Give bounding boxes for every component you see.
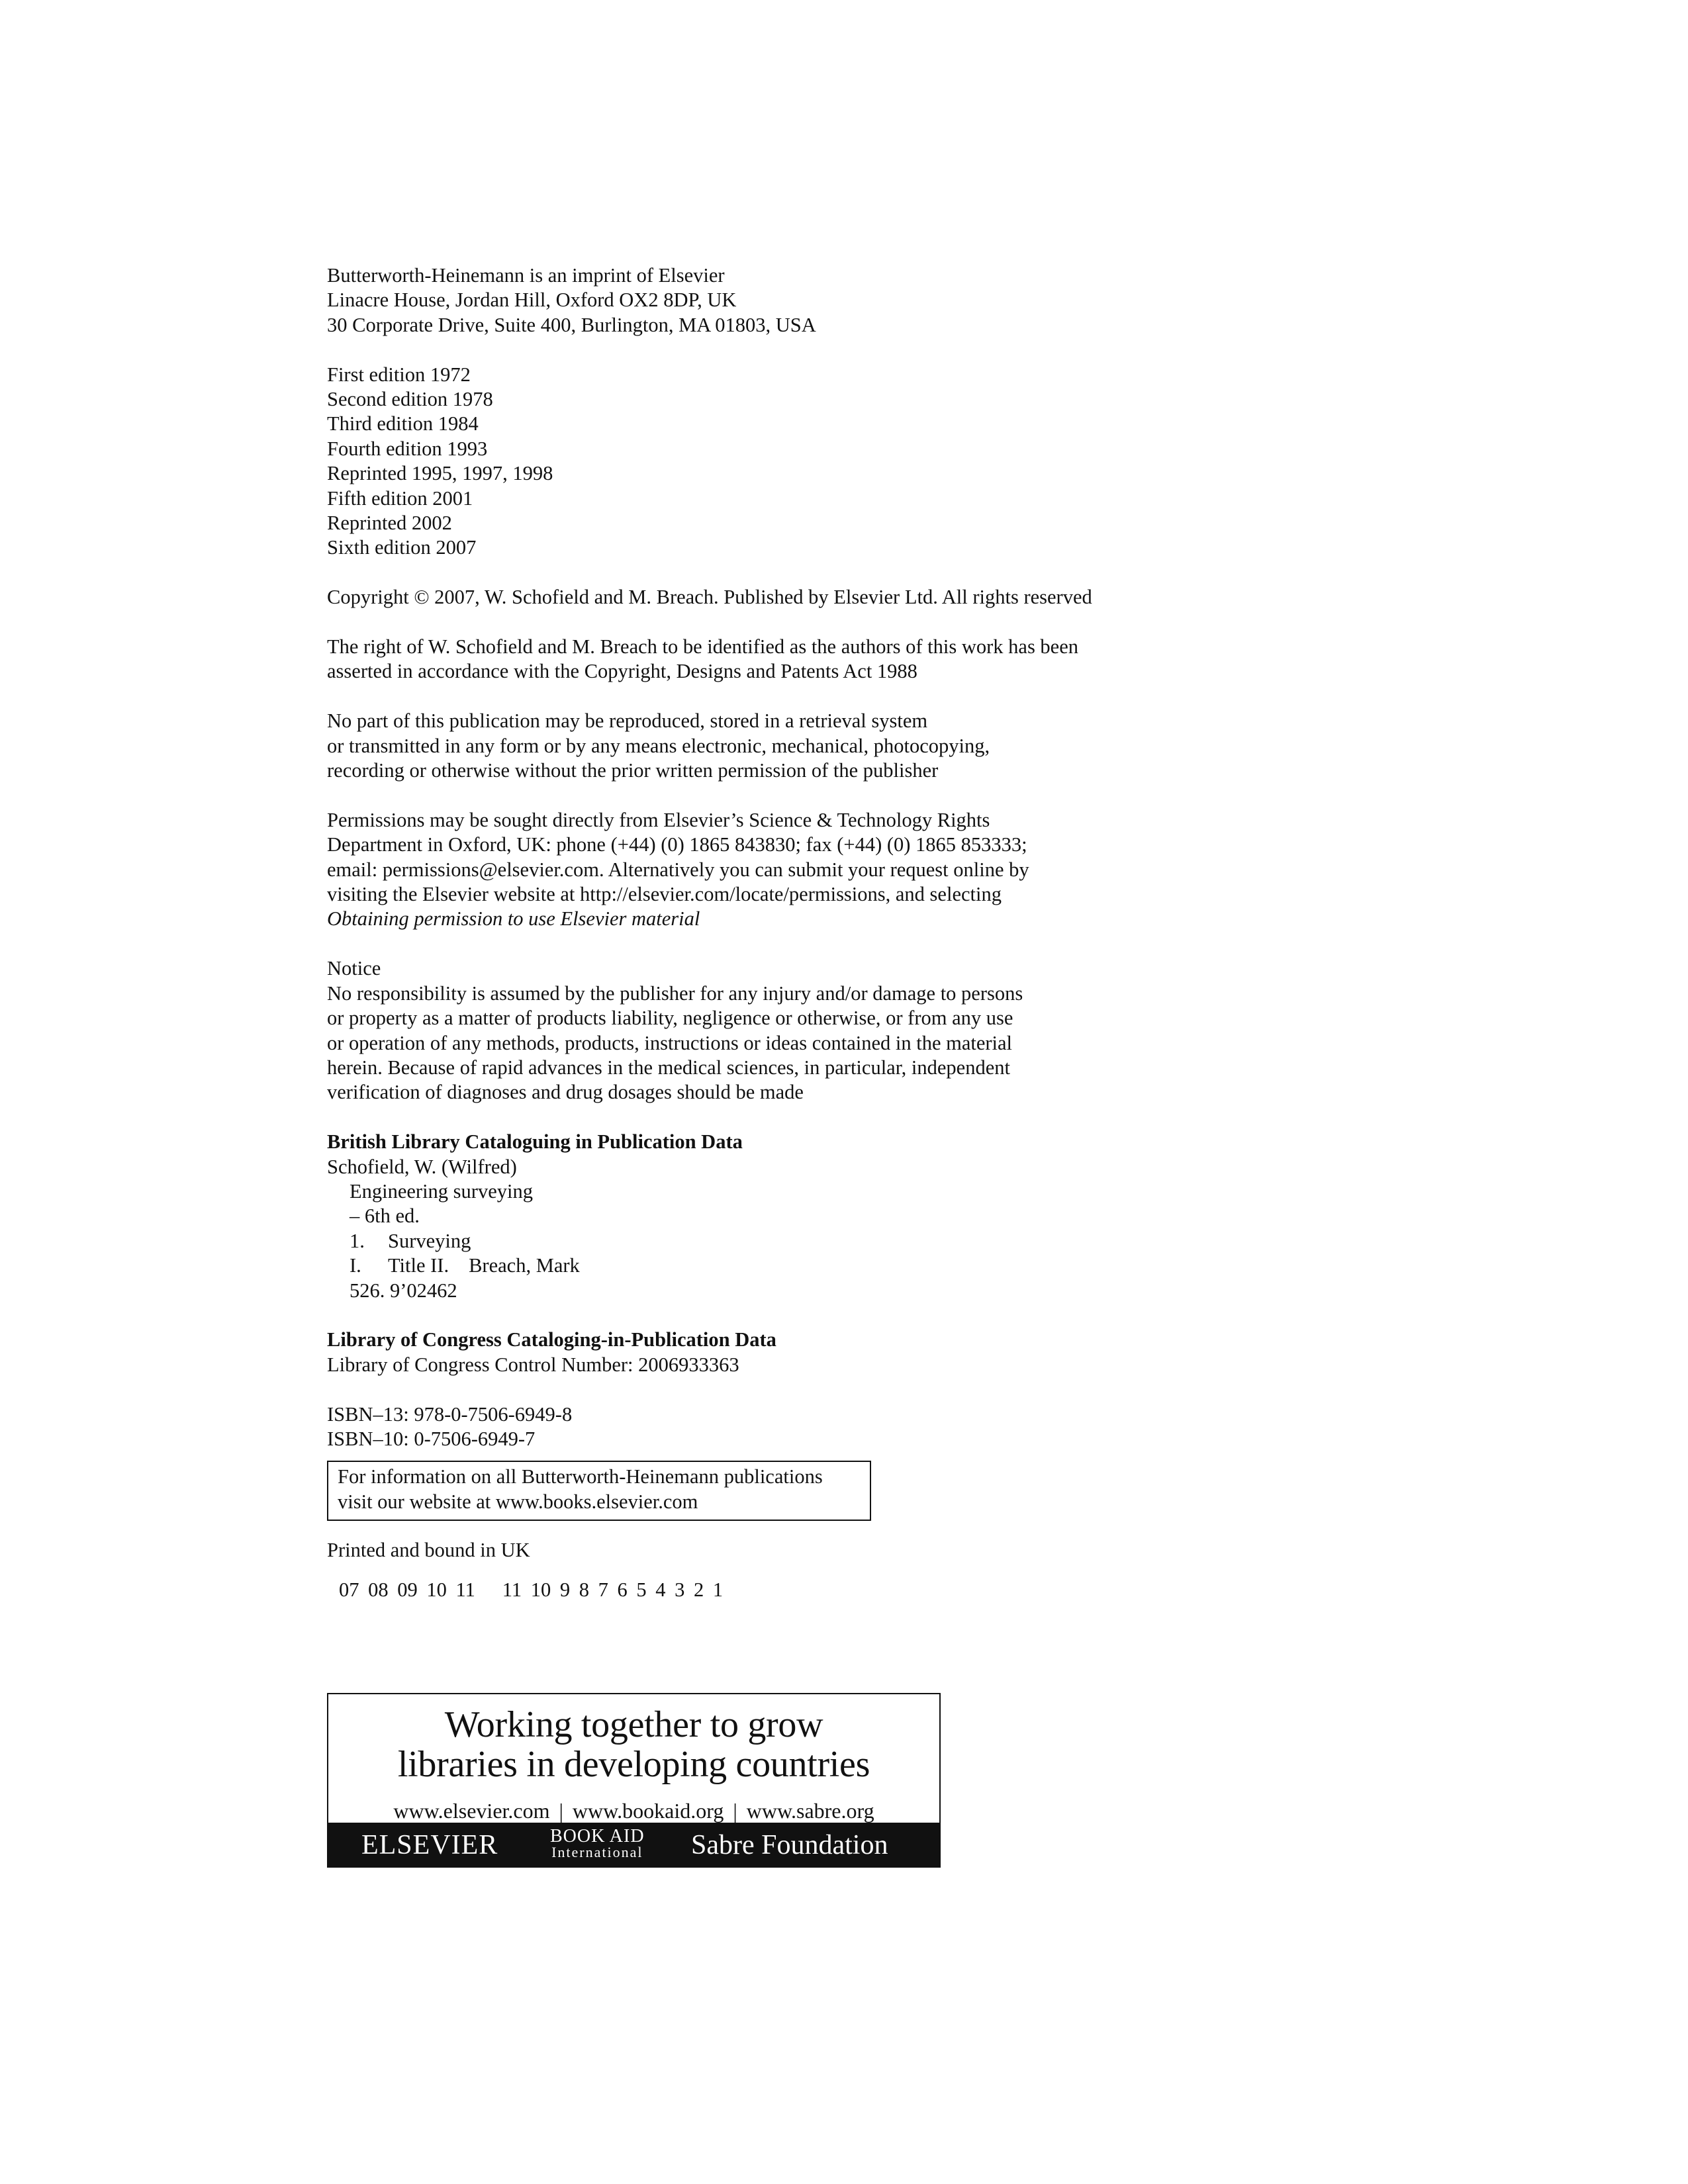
bl-classification: 526. 9’02462	[350, 1279, 457, 1302]
permissions-block	[327, 808, 1254, 932]
notice-line: No responsibility is assumed by the publisher for any injury and/or damage to persons	[327, 981, 1023, 1005]
banner-headline	[328, 1705, 939, 1784]
publisher-line: Linacre House, Jordan Hill, Oxford OX2 8DP, UK	[327, 289, 737, 312]
bl-author: Schofield, W. (Wilfred)	[327, 1155, 517, 1178]
permissions-line: Permissions may be sought directly from Elsevier’s Science & Technology Rights	[327, 808, 990, 831]
isbn-block	[327, 1402, 1254, 1452]
imprint-text-block	[327, 263, 1254, 1602]
info-box	[327, 1461, 871, 1521]
sabre-logo: Sabre Foundation	[691, 1830, 888, 1860]
moral-rights	[327, 635, 1254, 684]
notice-block	[327, 956, 1254, 1105]
permissions-line: Department in Oxford, UK: phone (+44) (0) 1865 843830; fax (+44) (0) 1865 853333;	[327, 833, 1027, 856]
publisher-line: 30 Corporate Drive, Suite 400, Burlington, MA 01803, USA	[327, 313, 816, 336]
book-aid-banner	[327, 1693, 941, 1868]
reproduction-line: No part of this publication may be reproduced, stored in a retrieval system	[327, 709, 928, 733]
print-numbers: 07 08 09 10 11 11 10 9 8 7 6 5 4 3 2 1	[339, 1578, 724, 1601]
bl-title: Engineering surveying	[350, 1179, 533, 1203]
banner-urls	[328, 1799, 939, 1823]
notice-line: or operation of any methods, products, instructions or ideas contained in the material	[327, 1031, 1013, 1054]
edition-line: Fifth edition 2001	[327, 486, 473, 510]
reproduction-line: or transmitted in any form or by any means electronic, mechanical, photocopying,	[327, 734, 990, 757]
edition-line: First edition 1972	[327, 363, 471, 386]
banner-headline-line: Working together to grow	[444, 1704, 823, 1745]
info-box-line: For information on all Butterworth-Heinemann publications	[338, 1465, 823, 1488]
bookaid-logo-bottom: International	[551, 1844, 643, 1860]
loc-heading: Library of Congress Cataloging-in-Publication Data	[327, 1328, 776, 1351]
british-library-cip	[327, 1130, 1254, 1303]
bl-subject-number: 1.	[350, 1229, 365, 1252]
notice-line: or property as a matter of products liability, negligence or otherwise, or from any use	[327, 1007, 1013, 1030]
copyright-line: Copyright © 2007, W. Schofield and M. Breach. Published by Elsevier Ltd. All rights reserved	[327, 586, 1092, 609]
bl-entry-number: I.	[350, 1254, 361, 1277]
edition-line: Reprinted 1995, 1997, 1998	[327, 462, 553, 485]
edition-line: Second edition 1978	[327, 388, 493, 411]
moral-rights-line: The right of W. Schofield and M. Breach to be identified as the authors of this work has been	[327, 635, 1079, 659]
banner-headline-line: libraries in developing countries	[397, 1744, 870, 1785]
bl-subject	[327, 1229, 1254, 1253]
isbn-13: ISBN–13: 978-0-7506-6949-8	[327, 1402, 573, 1426]
info-box-line: visit our website at www.books.elsevier.com	[338, 1490, 698, 1513]
bl-heading: British Library Cataloguing in Publication Data	[327, 1130, 743, 1154]
bookaid-logo	[550, 1828, 645, 1860]
moral-rights-line: asserted in accordance with the Copyright, Designs and Patents Act 1988	[327, 660, 917, 683]
edition-line: Reprinted 2002	[327, 512, 452, 535]
edition-line: Fourth edition 1993	[327, 437, 488, 460]
notice-line: verification of diagnoses and drug dosages should be made	[327, 1081, 804, 1104]
bl-subject-text: Surveying	[388, 1229, 471, 1252]
bl-edition: – 6th ed.	[350, 1205, 420, 1228]
printed-in: Printed and bound in UK	[327, 1539, 530, 1562]
permissions-line: visiting the Elsevier website at http://elsevier.com/locate/permissions, and selecting	[327, 883, 1002, 906]
reproduction-line: recording or otherwise without the prior written permission of the publisher	[327, 759, 939, 782]
isbn-10: ISBN–10: 0-7506-6949-7	[327, 1427, 536, 1450]
bl-entry-breach: Breach, Mark	[469, 1254, 580, 1277]
edition-line: Sixth edition 2007	[327, 536, 477, 559]
permissions-link-title: Obtaining permission to use Elsevier material	[327, 907, 700, 931]
url-separator: |	[559, 1799, 563, 1823]
url-separator: |	[733, 1799, 737, 1823]
loc-control-number: Library of Congress Control Number: 2006933363	[327, 1353, 739, 1376]
bl-entries	[327, 1253, 1254, 1278]
loc-cip	[327, 1328, 1254, 1377]
notice-heading: Notice	[327, 957, 381, 980]
elsevier-url: www.elsevier.com	[393, 1799, 550, 1823]
notice-line: herein. Because of rapid advances in the medical sciences, in particular, independent	[327, 1056, 1010, 1079]
bookaid-url: www.bookaid.org	[572, 1799, 724, 1823]
banner-logo-bar	[328, 1823, 939, 1866]
edition-history	[327, 363, 1254, 561]
sabre-url: www.sabre.org	[746, 1799, 874, 1823]
elsevier-logo: ELSEVIER	[361, 1830, 498, 1860]
bookaid-logo-top: BOOK AID	[550, 1826, 645, 1846]
reproduction-notice	[327, 709, 1254, 783]
publisher-block	[327, 263, 1254, 338]
publisher-line: Butterworth-Heinemann is an imprint of Elsevier	[327, 264, 725, 287]
bl-entry-title: Title II.	[388, 1254, 449, 1277]
permissions-line: email: permissions@elsevier.com. Alternatively you can submit your request online by	[327, 858, 1029, 881]
edition-line: Third edition 1984	[327, 412, 479, 435]
